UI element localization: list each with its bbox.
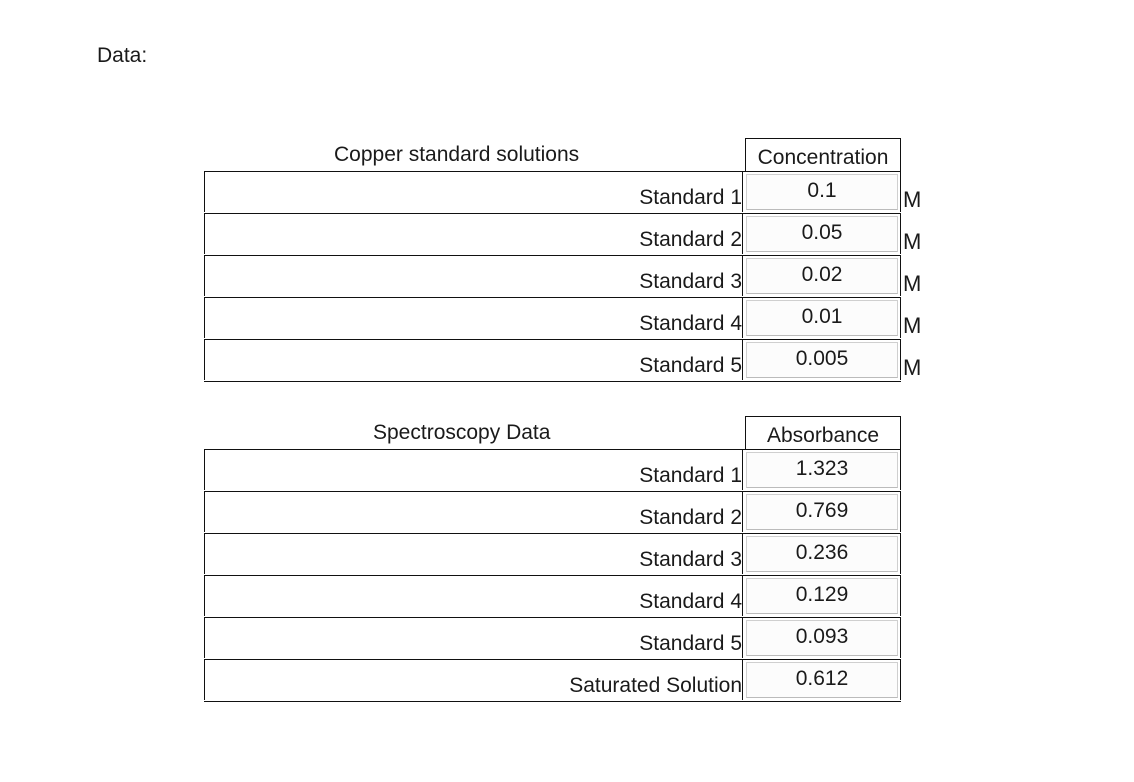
table-row [204, 492, 901, 534]
concentration-rows [204, 171, 922, 382]
concentration-value[interactable]: 0.1 [746, 174, 898, 210]
table-row [204, 534, 901, 576]
row-label: Standard 2 [204, 492, 742, 532]
absorbance-value[interactable]: 1.323 [746, 452, 898, 488]
row-value-cell [742, 576, 901, 616]
table-row [204, 618, 901, 660]
spectroscopy-table-title: Spectroscopy Data [373, 421, 551, 444]
unit-label: M [903, 271, 922, 296]
absorbance-column-header: Absorbance [745, 416, 901, 450]
row-label: Standard 2 [204, 214, 742, 254]
concentration-value[interactable]: 0.02 [746, 258, 898, 294]
row-value-cell [742, 450, 901, 490]
table-row [204, 214, 922, 256]
row-value-cell [742, 298, 901, 338]
row-label: Standard 3 [204, 534, 742, 574]
row-value-cell [742, 660, 901, 700]
spectroscopy-rows [204, 449, 901, 702]
absorbance-value[interactable]: 0.612 [746, 662, 898, 698]
absorbance-value[interactable]: 0.129 [746, 578, 898, 614]
row-label: Standard 3 [204, 256, 742, 296]
concentration-column-header: Concentration [745, 138, 901, 172]
unit-label: M [903, 355, 922, 380]
row-value-cell [742, 340, 901, 380]
row-value-cell [742, 534, 901, 574]
row-value-cell [742, 256, 901, 296]
unit-label: M [903, 313, 922, 338]
table-row [204, 450, 901, 492]
concentration-value[interactable]: 0.005 [746, 342, 898, 378]
table-row [204, 340, 922, 382]
absorbance-value[interactable]: 0.236 [746, 536, 898, 572]
table-row [204, 576, 901, 618]
row-label: Standard 4 [204, 298, 742, 338]
absorbance-value[interactable]: 0.769 [746, 494, 898, 530]
table-row [204, 256, 922, 298]
row-value-cell [742, 492, 901, 532]
row-label: Standard 4 [204, 576, 742, 616]
table-row [204, 660, 901, 702]
row-value-cell [742, 214, 901, 254]
concentration-value[interactable]: 0.05 [746, 216, 898, 252]
row-label: Standard 1 [204, 172, 742, 212]
page-heading: Data: [97, 44, 148, 67]
row-label: Standard 1 [204, 450, 742, 490]
row-value-cell [742, 172, 901, 212]
unit-label: M [903, 187, 922, 212]
unit-label: M [903, 229, 922, 254]
row-label: Saturated Solution [204, 660, 742, 700]
concentration-table-title: Copper standard solutions [334, 143, 580, 166]
row-value-cell [742, 618, 901, 658]
table-row [204, 172, 922, 214]
row-label: Standard 5 [204, 618, 742, 658]
absorbance-value[interactable]: 0.093 [746, 620, 898, 656]
concentration-value[interactable]: 0.01 [746, 300, 898, 336]
table-row [204, 298, 922, 340]
row-label: Standard 5 [204, 340, 742, 380]
